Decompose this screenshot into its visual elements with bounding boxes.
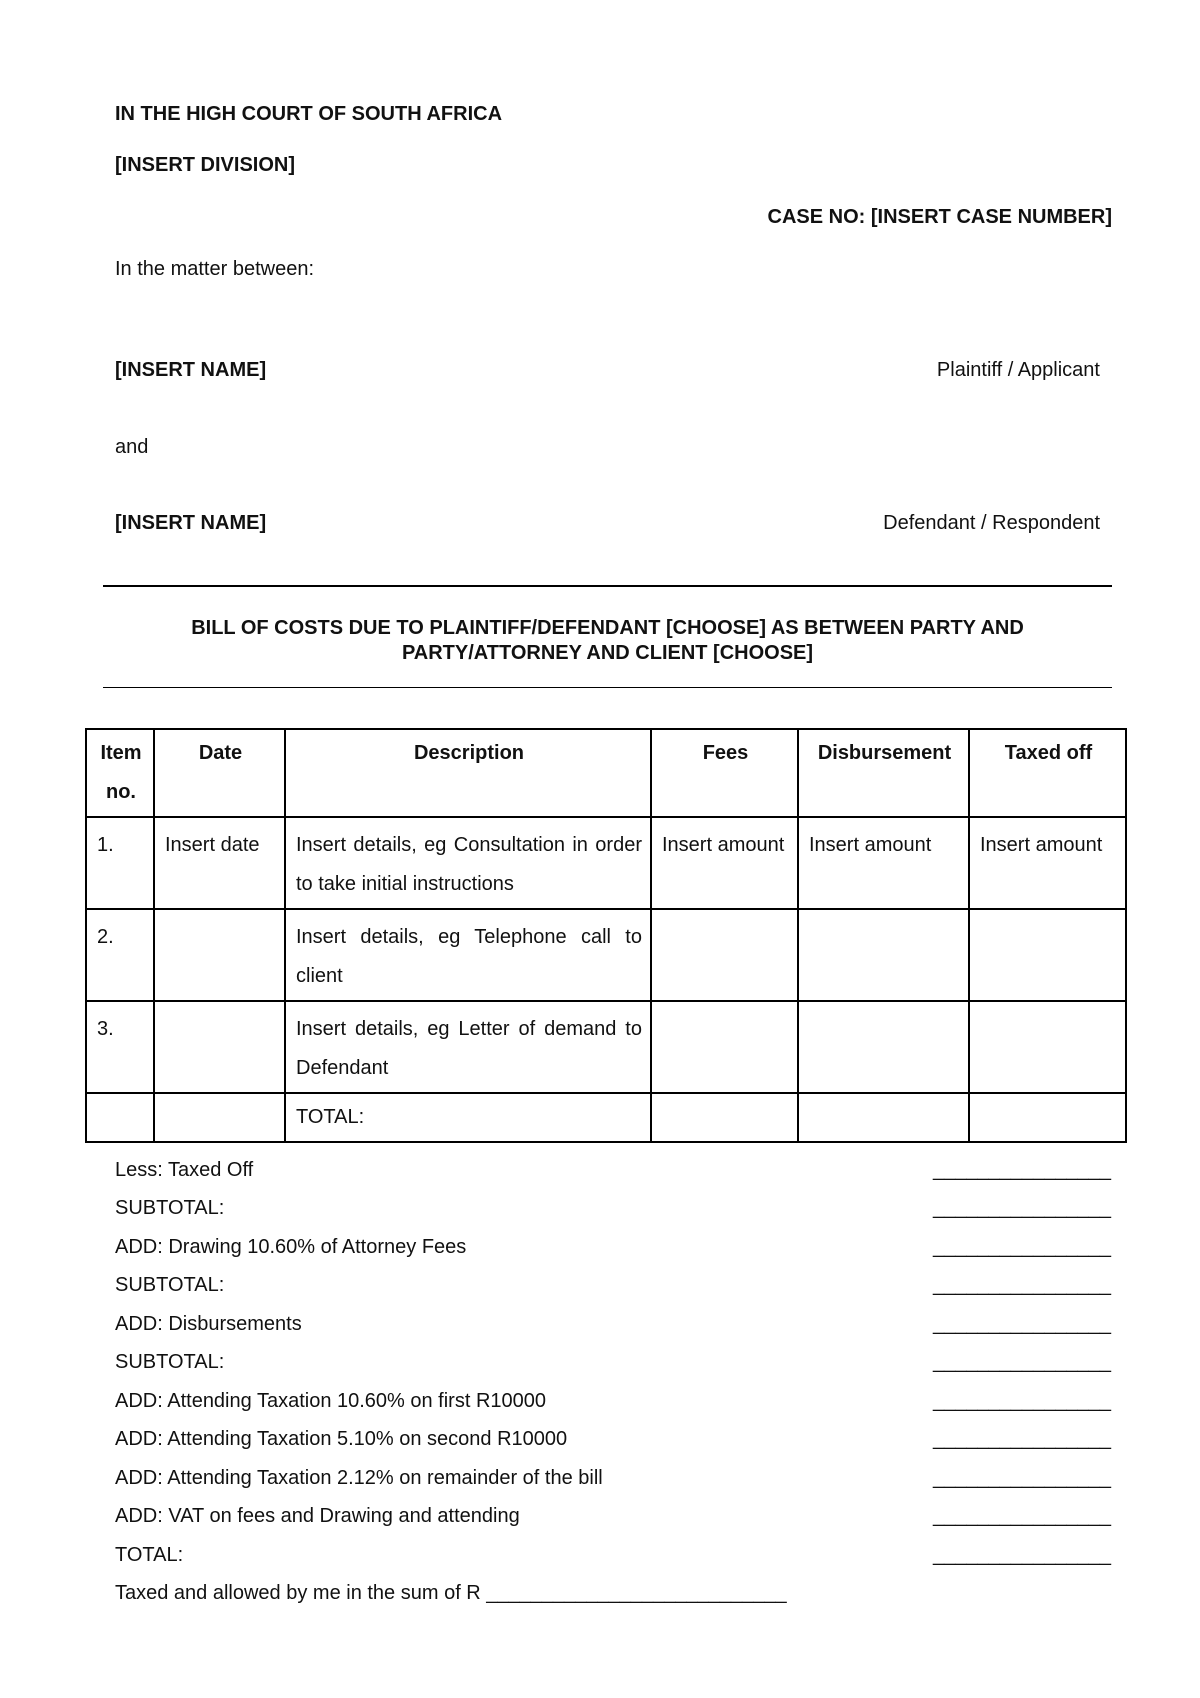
- summary-blank: ________________: [933, 1467, 1111, 1489]
- court-heading: IN THE HIGH COURT OF SOUTH AFRICA: [115, 103, 503, 125]
- summary-label: ADD: Disbursements: [115, 1313, 302, 1335]
- division: [INSERT DIVISION]: [115, 154, 296, 176]
- party2-name: [INSERT NAME]: [115, 512, 267, 534]
- cell-disbursement: Insert amount: [798, 817, 969, 909]
- table-row: [86, 817, 1126, 909]
- col-header-description: Description: [285, 729, 651, 817]
- summary-blank: ________________: [933, 1236, 1111, 1258]
- cell-item: 1.: [86, 817, 154, 909]
- party1-name: [INSERT NAME]: [115, 359, 267, 381]
- summary-line: [115, 1504, 1111, 1542]
- costs-table: [85, 728, 1127, 1143]
- summary-label: SUBTOTAL:: [115, 1274, 225, 1296]
- cell-taxed-off: [969, 1001, 1126, 1093]
- cell-fees: [651, 1001, 798, 1093]
- cell-description: Insert details, eg Telephone call to client: [285, 909, 651, 1001]
- summary-line: [115, 1235, 1111, 1273]
- cell-description: Insert details, eg Consultation in order to take initial instructions: [285, 817, 651, 909]
- cell-fees: [651, 1093, 798, 1142]
- summary-label: SUBTOTAL:: [115, 1351, 225, 1373]
- case-number: CASE NO: [INSERT CASE NUMBER]: [767, 206, 1112, 228]
- cell-item: 3.: [86, 1001, 154, 1093]
- summary-line: [115, 1158, 1111, 1196]
- summary-line: [115, 1427, 1111, 1465]
- summary-blank: ________________: [933, 1197, 1111, 1219]
- cell-date: [154, 909, 285, 1001]
- summary-line: [115, 1312, 1111, 1350]
- cell-fees: Insert amount: [651, 817, 798, 909]
- summary-label: TOTAL:: [115, 1544, 184, 1566]
- summary-label: ADD: VAT on fees and Drawing and attending: [115, 1505, 520, 1527]
- cell-total-label: TOTAL:: [285, 1093, 651, 1142]
- summary-blank: ________________: [933, 1274, 1111, 1296]
- matter-between: In the matter between:: [115, 258, 315, 280]
- bill-title-line2: PARTY/ATTORNEY AND CLIENT [CHOOSE]: [401, 642, 814, 664]
- summary-label: ADD: Attending Taxation 2.12% on remainder of the bill: [115, 1467, 603, 1489]
- summary-blank: ________________: [933, 1313, 1111, 1335]
- summary-blank: ________________: [933, 1351, 1111, 1373]
- bill-title: [103, 616, 1112, 666]
- table-row: [86, 909, 1126, 1001]
- summary-line: [115, 1350, 1111, 1388]
- title-top-rule: [103, 585, 1112, 587]
- cell-taxed-off: [969, 909, 1126, 1001]
- cell-fees: [651, 909, 798, 1001]
- party2-role: Defendant / Respondent: [883, 512, 1100, 534]
- table-total-row: [86, 1093, 1126, 1142]
- title-bottom-rule: [103, 687, 1112, 688]
- summary-line: [115, 1196, 1111, 1234]
- cell-description: Insert details, eg Letter of demand to Defendant: [285, 1001, 651, 1093]
- summary-line: [115, 1389, 1111, 1427]
- summary-label: ADD: Attending Taxation 5.10% on second R10000: [115, 1428, 568, 1450]
- cell-disbursement: [798, 909, 969, 1001]
- col-header-fees: Fees: [651, 729, 798, 817]
- table-header-row: [86, 729, 1126, 817]
- summary-blank: ________________: [933, 1390, 1111, 1412]
- cell-taxed-off: Insert amount: [969, 817, 1126, 909]
- summary-label: SUBTOTAL:: [115, 1197, 225, 1219]
- col-header-date: Date: [154, 729, 285, 817]
- taxed-allowed-line: Taxed and allowed by me in the sum of R ___________________________: [115, 1582, 787, 1604]
- summary-blank: ________________: [933, 1159, 1111, 1181]
- cell-disbursement: [798, 1001, 969, 1093]
- summary-line: [115, 1466, 1111, 1504]
- cell-item: 2.: [86, 909, 154, 1001]
- cell-taxed-off: [969, 1093, 1126, 1142]
- col-header-item: Item no.: [86, 729, 154, 817]
- summary-blank: ________________: [933, 1544, 1111, 1566]
- summary-label: ADD: Attending Taxation 10.60% on first R10000: [115, 1390, 547, 1412]
- cell-item: [86, 1093, 154, 1142]
- party1-role: Plaintiff / Applicant: [936, 359, 1100, 381]
- summary-label: Less: Taxed Off: [115, 1159, 254, 1181]
- table-row: [86, 1001, 1126, 1093]
- col-header-disbursement: Disbursement: [798, 729, 969, 817]
- bill-title-line1: BILL OF COSTS DUE TO PLAINTIFF/DEFENDANT [CHOOSE] AS BETWEEN PARTY AND: [191, 617, 1024, 639]
- cell-date: [154, 1001, 285, 1093]
- summary-blank: ________________: [933, 1428, 1111, 1450]
- and-text: and: [115, 436, 149, 458]
- summary-label: ADD: Drawing 10.60% of Attorney Fees: [115, 1236, 467, 1258]
- summary-blank: ________________: [933, 1505, 1111, 1527]
- cell-disbursement: [798, 1093, 969, 1142]
- col-header-taxed-off: Taxed off: [969, 729, 1126, 817]
- summary-line: [115, 1273, 1111, 1311]
- cell-date: Insert date: [154, 817, 285, 909]
- cell-date: [154, 1093, 285, 1142]
- summary-line: [115, 1543, 1111, 1581]
